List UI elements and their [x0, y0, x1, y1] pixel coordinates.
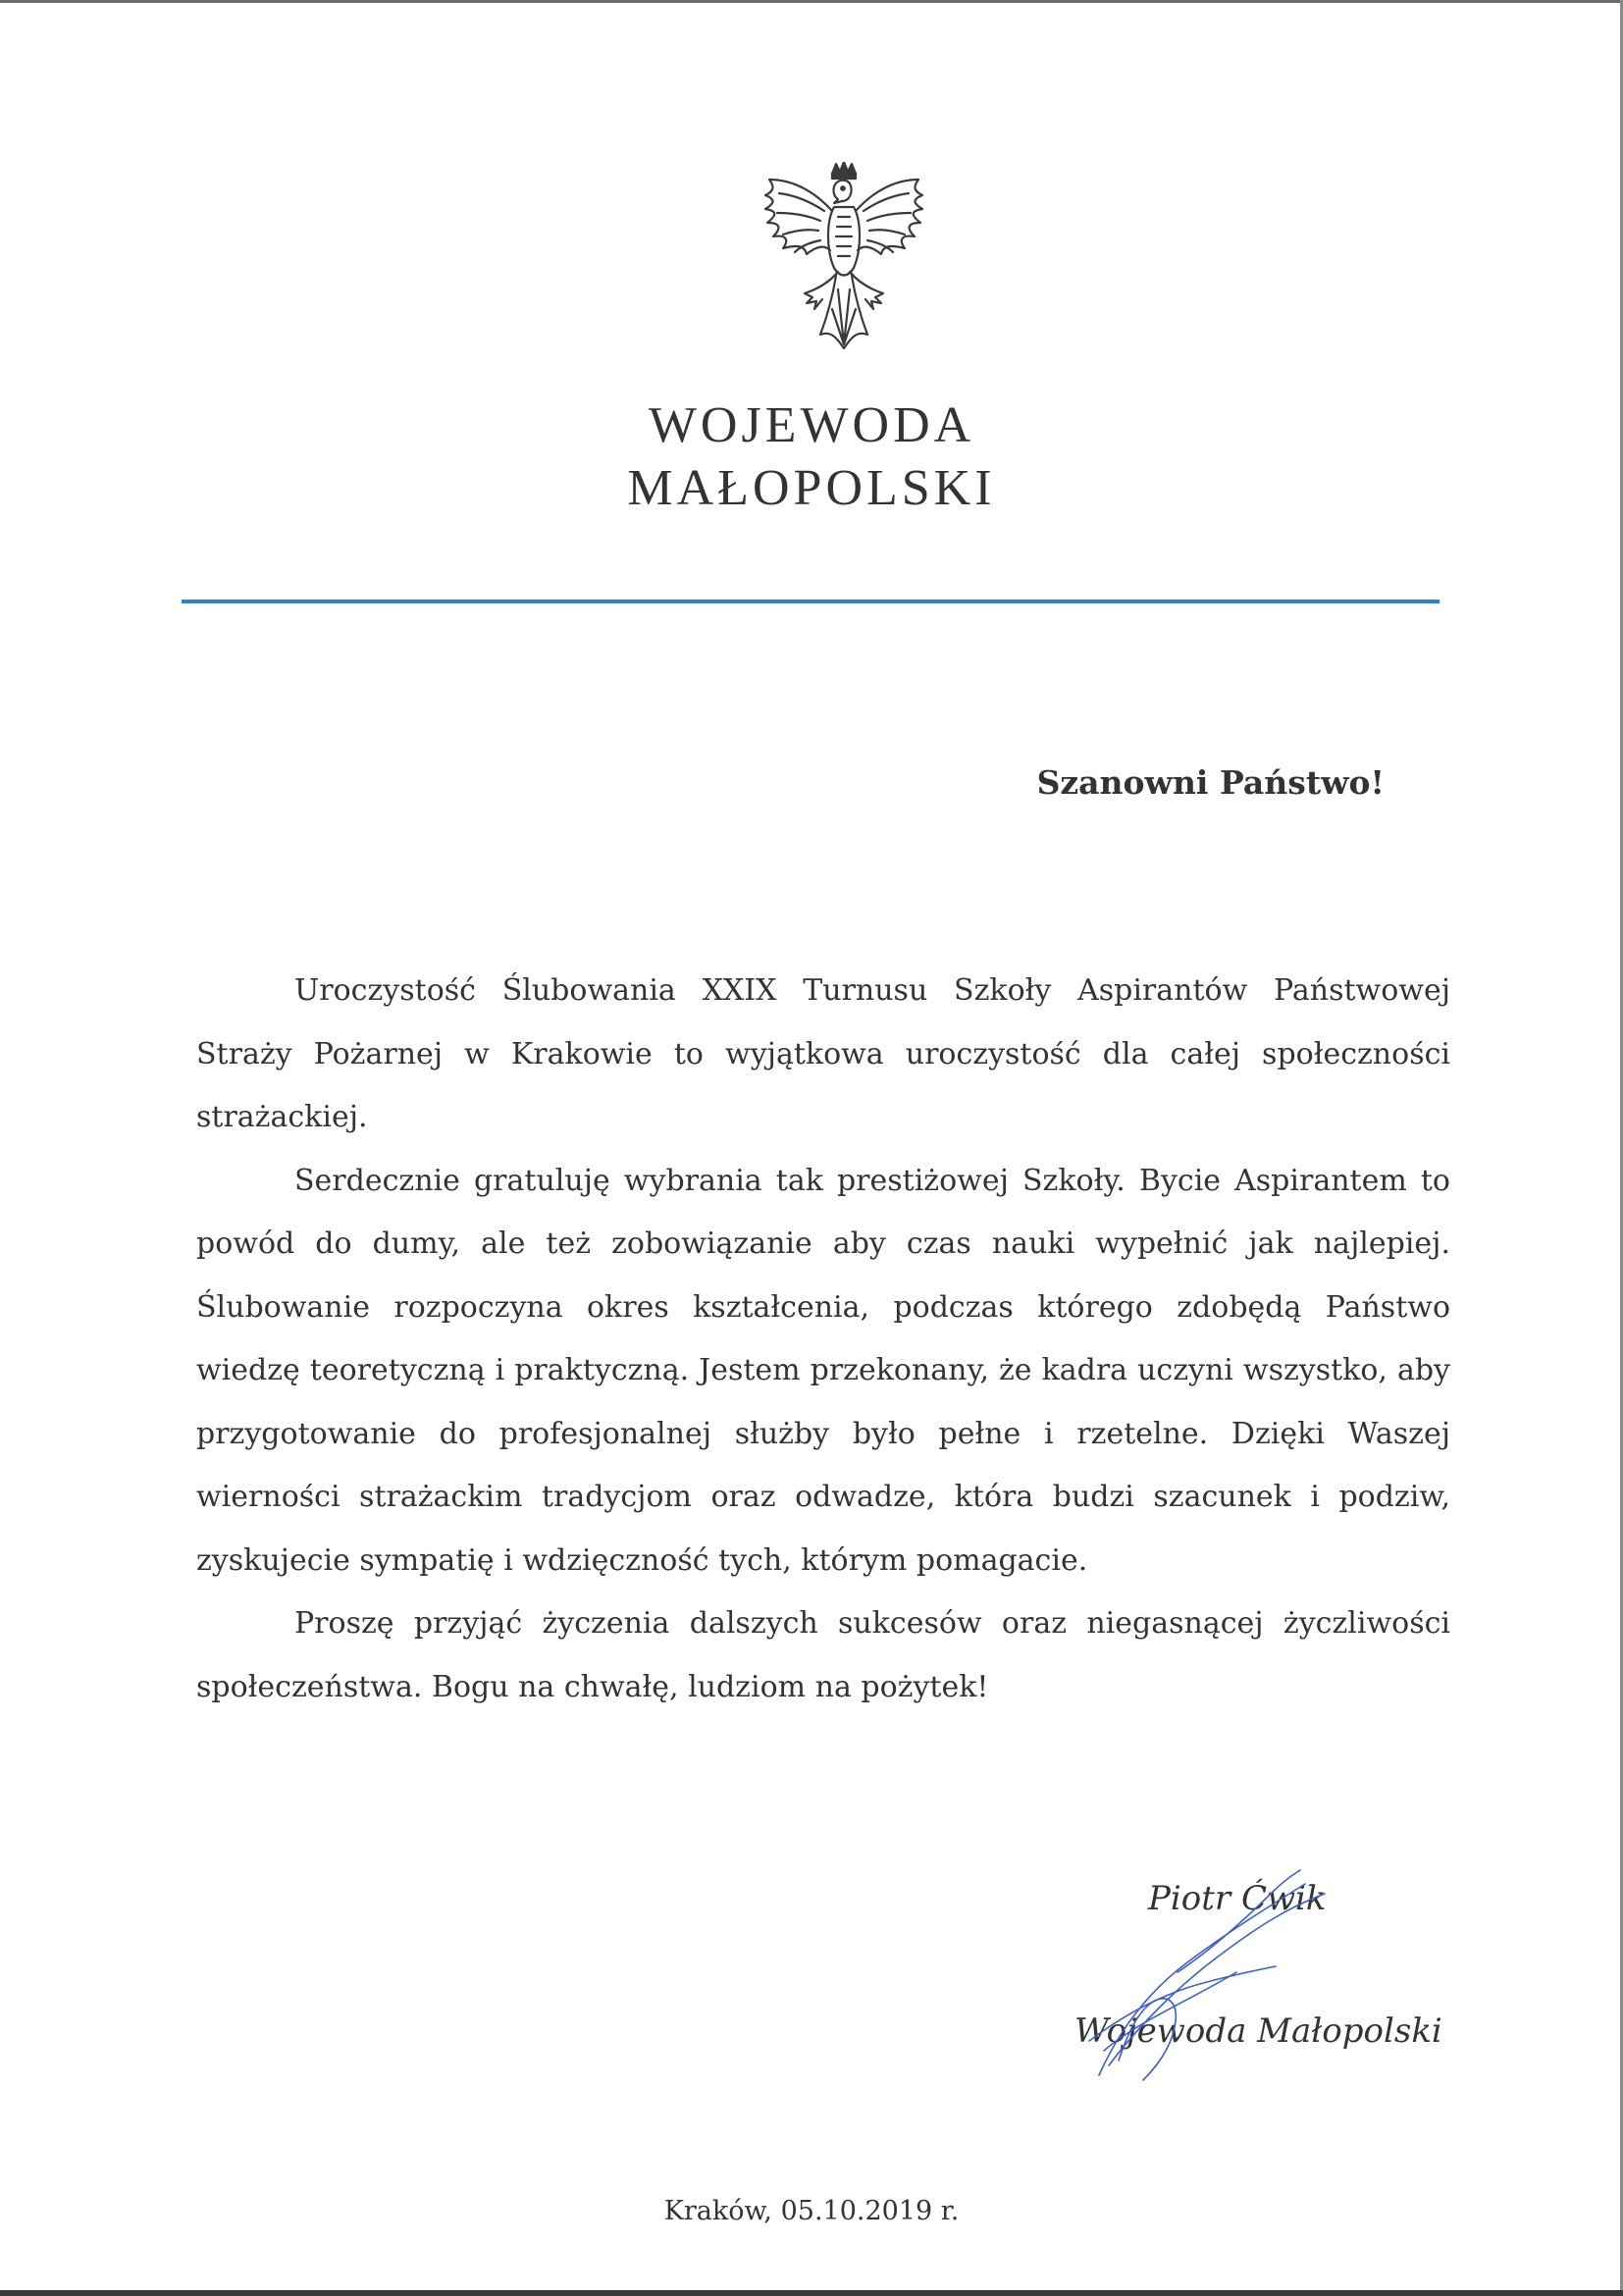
- header-divider: [182, 600, 1440, 603]
- header-title-line-1: WOJEWODA: [648, 397, 975, 453]
- scan-edge-bottom: [0, 2290, 1623, 2296]
- paragraph-2: Serdecznie gratuluję wybrania tak prestiżowej Szkoły. Bycie Aspirantem to powód do dumy, ale też zobowiązanie aby czas nauki wypełnić jak najlepiej. Ślubowanie rozpoczyna okres kształcenia, podczas którego zdobędą Państwo wiedzę teoretyczną i praktyczną. Jestem przekonany, że kadra uczyni wszystko, aby przygotowanie do profesjonalnej służby było pełne i rzetelne. Dzięki Waszej wierności strażackim tradycjom oraz odwadze, która budzi szacunek i podziw, zyskujecie sympatię i wdzięczność tych, którym pomagacie.: [196, 1163, 1450, 1578]
- header-title-line-2: MAŁOPOLSKI: [627, 460, 996, 516]
- scan-edge-top: [0, 0, 1623, 3]
- signatory-name: Piotr Ćwik: [1148, 1879, 1327, 1918]
- salutation: Szanowni Państwo!: [1036, 763, 1385, 802]
- handwritten-signature: [1060, 1864, 1384, 2090]
- paragraph-3: Proszę przyjąć życzenia dalszych sukcesów oraz niegasnącej życzliwości społeczeństwa. Bogu na chwałę, ludziom na pożytek!: [196, 1606, 1450, 1704]
- paragraph-1: Uroczystość Ślubowania XXIX Turnusu Szkoły Aspirantów Państwowej Straży Pożarnej w Krakowie to wyjątkowa uroczystość dla całej społeczności strażackiej.: [196, 973, 1450, 1134]
- place-and-date: Kraków, 05.10.2019 r.: [663, 2196, 960, 2226]
- signatory-role: Wojewoda Małopolski: [1074, 2011, 1442, 2051]
- letter-body: [196, 960, 1450, 1719]
- polish-eagle-emblem-icon: [756, 162, 932, 358]
